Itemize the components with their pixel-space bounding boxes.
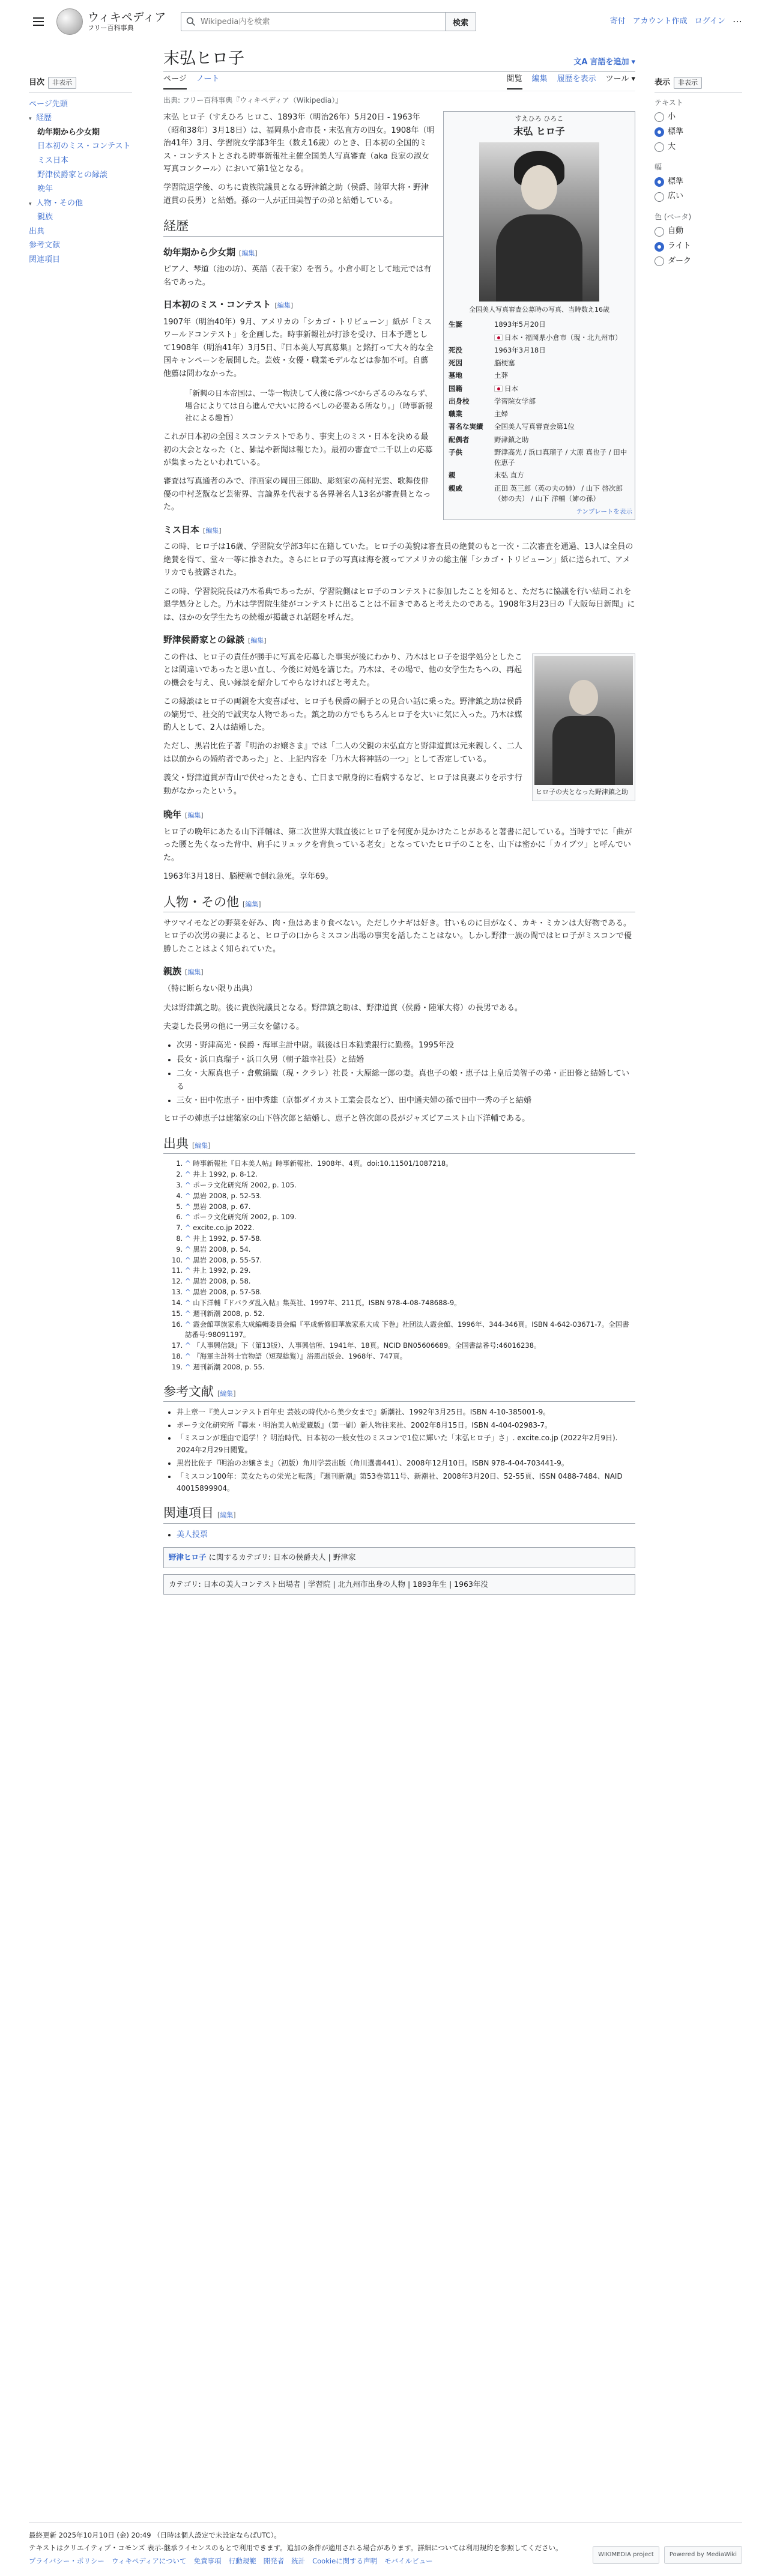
width-option[interactable]: [655, 176, 742, 189]
infobox-key: 死因: [449, 359, 462, 368]
backlink-caret[interactable]: ^: [185, 1170, 193, 1179]
backlink-caret[interactable]: ^: [185, 1244, 193, 1253]
color-option[interactable]: [655, 255, 742, 268]
intro-paragraph-2: 学習院退学後、のちに貴族院議員となる野津鎮之助（侯爵、陸軍大将・野津道貫の長男）と結婚。孫の一人が正田美智子の弟と結婚している。: [163, 183, 429, 205]
toc-item[interactable]: [29, 210, 132, 225]
toc-item[interactable]: [29, 139, 132, 154]
search-box[interactable]: [181, 12, 445, 31]
toc-item[interactable]: [29, 182, 132, 196]
reference-item: 5. ^ 黒岩 2008, p. 67.: [185, 1202, 635, 1213]
backlink-caret[interactable]: ^: [185, 1223, 193, 1232]
infobox-key: 親: [449, 471, 456, 480]
intro-paragraph-1: 末弘 ヒロ子（すえひろ ヒロこ、1893年（明治26年）5月20日 - 1963年（昭和38年）3月18日）は、福岡県小倉市長・末弘直方の四女。1908年（明治41年）3月、学習院女学部3年生（数え16歳）のとき、日本初の全国的ミス・コンテストとされる時事新報社主催全国美人写真審査（aka 良家の淑女写真コンクール）において第1位となる。: [163, 113, 435, 174]
radio-label: 小: [668, 112, 676, 121]
youth-paragraph: ピアノ、琴道（池の坊）、英語（表千家）を習う。小倉小町として地元では有名であった。: [163, 265, 432, 287]
backlink-caret[interactable]: ^: [185, 1180, 193, 1189]
toc-item-label[interactable]: ミス日本: [37, 156, 69, 165]
bibliography-item: • 井上章一『美人コンテスト百年史 芸妓の時代から美少女まで』新潮社、1992年3月25日。ISBN 4-10-385001-9。: [177, 1407, 635, 1419]
navbox: [163, 1547, 635, 1568]
logo-subtitle: フリー百科事典: [88, 23, 134, 32]
tab-page[interactable]: ページ: [163, 73, 187, 89]
infobox-value: 主婦: [494, 410, 508, 419]
contest-paragraph-1: 1907年（明治40年）9月、アメリカの「シカゴ・トリビューン」紙が「ミスワールドコンテスト」を企画した。時事新報社が打診を受け、日本予選として1908年（明治41年）3月5日、『日本美人写真募集』と銘打って大々的な全国キャンペーンを展開した。芸妓・女優・職業モデルなどは参加不可。自薦他薦は問わなかった。: [163, 318, 434, 378]
heading-related: 関連項目 [編集]: [163, 1505, 635, 1523]
heading-references: 出典 [編集]: [163, 1136, 635, 1154]
toc-item-label[interactable]: 幼年期から少女期: [37, 127, 100, 137]
infobox-value: 脳梗塞: [494, 359, 515, 368]
person-paragraph: サツマイモなどの野菜を好み、肉・魚はあまり食べない。ただしウナギは好き。甘いものに目がなく、カキ・ミカンは大好物である。ヒロ子の次男の妻によると、ヒロ子の口からミスコン出場の事実を話したことはない。しかし野津一族の間ではヒロ子がミスコンで優勝したことはよく知られていた。: [163, 919, 632, 954]
toc-item[interactable]: [29, 238, 132, 253]
edit-section-link[interactable]: 編集: [187, 811, 201, 820]
husband-photo[interactable]: [534, 656, 633, 785]
wikipedia-globe-icon: [56, 8, 83, 35]
footer-link[interactable]: プライバシー・ポリシー: [29, 2556, 104, 2565]
text-size-group: [655, 97, 742, 154]
reference-item: 7. ^ excite.co.jp 2022.: [185, 1223, 635, 1234]
infobox-key: 国籍: [449, 384, 462, 393]
edit-section-link[interactable]: 編集: [241, 249, 255, 257]
footer-link[interactable]: 統計: [291, 2556, 306, 2565]
infobox-row: [446, 383, 632, 395]
late-paragraph-1: ヒロ子の晩年にあたる山下洋輔は、第二次世界大戦直後にヒロ子を何度か見かけたことがあると著書に記している。当時すでに「曲がった腰と先くなった背中、肩手にリュックを背負っている老女」となっていたヒロ子のことを、山下は密かに「カイブツ」と呼んでいた。: [163, 827, 632, 862]
text-size-option[interactable]: [655, 141, 742, 154]
translate-icon: 文A: [573, 58, 588, 67]
page-footer: [29, 2523, 742, 2566]
toc-item[interactable]: [29, 225, 132, 239]
heading-career: 経歴: [163, 218, 635, 236]
radio-button[interactable]: [655, 242, 664, 252]
infobox-table: [446, 318, 632, 505]
backlink-caret[interactable]: ^: [185, 1255, 193, 1264]
reference-item: 14. ^ 山下洋輔『ドバラダ乱入帖』集英社、1997年、211頁。ISBN 978-4-08-748688-9。: [185, 1298, 635, 1309]
site-header: [0, 0, 771, 43]
tab-history[interactable]: 履歴を表示: [557, 74, 596, 84]
radio-button[interactable]: [655, 127, 664, 137]
footer-link[interactable]: Cookieに関する声明: [312, 2556, 378, 2565]
reference-item: 13. ^ 黒岩 2008, p. 57-58.: [185, 1287, 635, 1298]
related-list: [177, 1529, 635, 1541]
infobox-key: 職業: [449, 410, 462, 419]
radio-label: 自動: [668, 226, 684, 236]
color-option[interactable]: [655, 225, 742, 238]
edit-section-link[interactable]: 編集: [277, 302, 291, 310]
reference-item: 1. ^ 時事新報社『日本美人帖』時事新報社、1908年、4頁。doi:10.11501/1087218。: [185, 1159, 635, 1169]
backlink-caret[interactable]: ^: [185, 1288, 193, 1297]
infobox-value: 1963年3月18日: [494, 345, 546, 354]
color-option[interactable]: [655, 240, 742, 253]
infobox-key: 墓地: [449, 371, 462, 380]
footer-link[interactable]: モバイルビュー: [384, 2556, 433, 2565]
reference-item: 8. ^ 井上 1992, p. 57-58.: [185, 1234, 635, 1244]
backlink-caret[interactable]: ^: [185, 1234, 193, 1243]
infobox-key: 著名な実績: [449, 422, 483, 431]
heading-late-years: 晩年 [編集]: [163, 809, 204, 820]
family-list: [177, 1039, 635, 1107]
footer-link[interactable]: ウィキペディアについて: [111, 2556, 187, 2565]
text-size-label: テキスト: [655, 98, 683, 107]
toc-item[interactable]: [29, 154, 132, 168]
bibliography-item: • 黒岩比佐子『明治のお嬢さま』（初版）角川学芸出版（角川選書441）、2008年12月10日。ISBN 978-4-04-703441-9。: [177, 1458, 635, 1470]
infobox-row: [446, 434, 632, 446]
toc-item-label[interactable]: 野津侯爵家との縁談: [37, 170, 108, 180]
toc-item-label[interactable]: 人物・その他: [36, 198, 83, 208]
toc-item-label[interactable]: 参考文献: [29, 241, 61, 250]
heading-nozu: 野津侯爵家との縁談 [編集]: [163, 634, 267, 646]
reference-item: 12. ^ 黒岩 2008, p. 58.: [185, 1276, 635, 1287]
reference-item: 4. ^ 黒岩 2008, p. 52-53.: [185, 1191, 635, 1202]
infobox-value: 全国美人写真審査会第1位: [494, 422, 575, 431]
color-group: [655, 211, 742, 268]
japan-flag-icon: [494, 335, 503, 341]
source-line: 出典: フリー百科事典『ウィキペディア（Wikipedia）』: [163, 96, 343, 105]
appearance-panel: [655, 77, 742, 276]
infobox-row: [446, 332, 632, 344]
radio-label: 標準: [668, 127, 684, 136]
backlink-caret[interactable]: ^: [185, 1341, 193, 1350]
article-body: [163, 111, 635, 1595]
toc-item-label[interactable]: ページ先頭: [29, 99, 68, 109]
infobox-value: 野津高光 / 浜口真瑠子 / 大原 真也子 / 田中 佐恵子: [494, 447, 627, 467]
toc-item-label[interactable]: 親族: [37, 213, 53, 222]
search-icon: [186, 17, 196, 26]
radio-label: ダーク: [668, 256, 692, 265]
japan-flag-icon: [494, 386, 503, 392]
late-paragraph-2: 1963年3月18日、脳梗塞で倒れ急死。享年69。: [163, 872, 333, 882]
more-options-icon[interactable]: ⋯: [733, 16, 742, 28]
toc-item[interactable]: [29, 196, 132, 211]
add-languages-button[interactable]: 文A 言語を追加 ▾: [573, 56, 635, 69]
toc-item[interactable]: [29, 97, 132, 112]
infobox-value: 1893年5月20日: [494, 320, 546, 329]
infobox-key: 出身校: [449, 396, 470, 405]
backlink-caret[interactable]: ^: [185, 1202, 193, 1211]
appearance-title: 表示: [655, 78, 671, 87]
last-modified: 最終更新 2025年10月10日 (金) 20:49 （日時は個人設定で未設定ならばUTC）。: [29, 2531, 281, 2539]
donate-link[interactable]: 寄付: [609, 16, 626, 26]
nozu-paragraph-4: 義父・野津道貫が青山で伏せったときも、亡日まで献身的に看病するなど、ヒロ子は良妻ぶりを示す行動がなかったという。: [163, 774, 522, 796]
toc-toggle-icon[interactable]: ▾: [29, 201, 32, 207]
radio-button[interactable]: [655, 112, 664, 122]
bibliography-item: • ポーラ文化研究所『幕末・明治美人帖愛蔵版』（第一刷）新人物往来社、2002年8月15日。ISBN 4-404-02983-7。: [177, 1420, 635, 1432]
main-content: [163, 48, 635, 1595]
toc-item-label[interactable]: 日本初のミス・コンテスト: [37, 142, 131, 151]
miss-paragraph-1: この時、ヒロ子は16歳、学習院女学部3年に在籍していた。ヒロ子の美貌は審査員の絶賛のもと一次・二次審査を通過、13人は全員の絶賛を得て、堂々一等に推された。さらにヒロ子の写真は海を渡ってアメリカの総主催「シカゴ・トリビューン」紙に送られて、アメリカでも披露された。: [163, 542, 633, 578]
toc-list: [29, 97, 132, 267]
edit-section-link[interactable]: 編集: [205, 526, 219, 535]
edit-section-link[interactable]: 編集: [250, 637, 264, 645]
login-link[interactable]: ログイン: [694, 16, 725, 26]
radio-button[interactable]: [655, 177, 664, 187]
infobox-value: 日本・福岡県小倉市（現・北九州市）: [492, 332, 632, 344]
edit-section-link[interactable]: 編集: [245, 900, 259, 908]
toc-item-label[interactable]: 関連項目: [29, 255, 61, 264]
infobox-value: 野津鎮之助: [494, 435, 529, 444]
heading-contest: 日本初のミス・コンテスト [編集]: [163, 299, 293, 311]
tab-edit[interactable]: 編集: [531, 74, 548, 84]
infobox-value: 土葬: [494, 371, 508, 380]
infobox-value: 末弘 直方: [494, 471, 524, 480]
reference-item: 9. ^ 黒岩 2008, p. 54.: [185, 1244, 635, 1255]
infobox-value: 学習院女学部: [494, 396, 536, 405]
footer-link[interactable]: 行動規範: [228, 2556, 256, 2565]
portrait-photo[interactable]: [479, 142, 599, 302]
reference-item: 2. ^ 井上 1992, p. 8-12.: [185, 1169, 635, 1180]
width-group: [655, 162, 742, 203]
toc-hide-button[interactable]: 非表示: [48, 77, 76, 89]
reference-item: 6. ^ ポーラ文化研究所 2002, p. 109.: [185, 1212, 635, 1223]
infobox-value: 正田 英三郎（英の夫の姉） / 山下 啓次郎（姉の夫） / 山下 洋輔（姉の孫）: [494, 483, 623, 503]
infobox-key: 親戚: [449, 483, 462, 492]
family-item: • 次男・野津高光・侯爵・海軍主計中尉。戦後は日本勧業銀行に勤務。1995年没: [177, 1039, 635, 1052]
reference-item: 18. ^ 『海軍主計科士官物語（短現総覧）』浴恩出版会、1968年、747頁。: [185, 1351, 635, 1362]
infobox-key: [446, 332, 492, 344]
site-logo[interactable]: [56, 8, 174, 35]
logo-title: ウィキペディア: [88, 10, 166, 24]
heading-youth: 幼年期から少女期 [編集]: [163, 246, 258, 258]
infobox-row: [446, 357, 632, 369]
infobox-key: 配偶者: [449, 435, 470, 444]
appearance-hide-button[interactable]: 非表示: [674, 77, 702, 89]
toc-item-label[interactable]: 出典: [29, 226, 45, 236]
references-list: [174, 1159, 635, 1372]
radio-button[interactable]: [655, 142, 664, 152]
category-links[interactable]: カテゴリ: 日本の美人コンテスト出場者 | 学習院 | 北九州市出身の人物 | 1893年生 | 1963年没: [163, 1574, 635, 1595]
backlink-caret[interactable]: ^: [185, 1362, 193, 1371]
edit-section-link[interactable]: 編集: [195, 1142, 208, 1150]
contest-paragraph-2: これが日本初の全国ミスコンテストであり、事実上のミス・日本を決める最初の大会となった（と、雑誌や新聞は報じた）。最初の審査で二千以上の応募が集まったといわれている。: [163, 432, 433, 467]
family-paragraph-2: 夫妻した長男の他に一男三女を儲ける。: [163, 1022, 304, 1031]
nozu-paragraph-3: ただし、黒岩比佐子著『明治のお嬢さま』では「二人の父親の末弘直方と野津道貫は元来親しく、二人は以前からの婚約者であった」と、上記内容を「乃木大将神話の一つ」として否定している。: [163, 742, 522, 764]
template-link[interactable]: テンプレートを表示: [576, 508, 632, 516]
heading-miss-japan: ミス日本 [編集]: [163, 524, 222, 535]
toc-item-label[interactable]: 経歴: [36, 114, 52, 123]
infobox-row: [446, 420, 632, 433]
edit-section-link[interactable]: 編集: [187, 968, 201, 977]
infobox-row: [446, 344, 632, 357]
table-of-contents: [29, 77, 132, 267]
radio-button[interactable]: [655, 192, 664, 202]
text-size-option[interactable]: [655, 126, 742, 139]
infobox-key: 子供: [449, 447, 462, 456]
tab-read[interactable]: 閲覧: [507, 73, 522, 89]
family-item: • 二女・大原真也子・倉敷絹織（現・クラレ）社長・大原総一郎の妻。真也子の娘・恵子は上皇后美智子の弟・正田修と結婚している: [177, 1067, 635, 1093]
infobox-row: [446, 395, 632, 408]
backlink-caret[interactable]: ^: [185, 1298, 193, 1307]
create-account-link[interactable]: アカウント作成: [632, 16, 688, 26]
radio-label: 標準: [668, 177, 684, 186]
infobox-caption: 全国美人写真審査公募時の写真、当時数え16歳: [469, 305, 609, 314]
chevron-down-icon: ▾: [631, 58, 635, 67]
related-link[interactable]: 美人投票: [177, 1530, 208, 1539]
edit-section-link[interactable]: 編集: [220, 1511, 234, 1520]
search-input[interactable]: [199, 17, 440, 27]
nozu-paragraph-2: この縁談はヒロ子の両親を大変喜ばせ、ヒロ子も侯爵の嗣子との見合い話に乗った。野津鎮之助は侯爵の嫡男で、社交的で誠実な人物であった。鎮之助の方でもちろんヒロ子を大いに気に入った。乃木は媒酌人として、2人は結婚した。: [163, 697, 522, 733]
bibliography-list: [177, 1407, 635, 1495]
infobox-row: [446, 369, 632, 382]
infobox-row: [446, 482, 632, 506]
navbox-text: に関するカテゴリ: 日本の侯爵夫人 | 野津家: [208, 1553, 356, 1562]
radio-button[interactable]: [655, 256, 664, 266]
text-size-option[interactable]: [655, 111, 742, 124]
thumbnail-figure: [532, 653, 635, 801]
radio-label: 広い: [668, 192, 684, 201]
toc-item[interactable]: [29, 126, 132, 140]
user-links: [610, 14, 742, 29]
page-title: 末弘ヒロ子: [163, 49, 244, 68]
reference-item: 16. ^ 霞会館華族家系大成編輯委員会編『平成新修旧華族家系大成 下巻』社団法人霞会館、1996年、344-346頁。ISBN 4-642-03671-7。全国書誌番号:98091197。: [185, 1320, 635, 1341]
family-paragraph-3: ヒロ子の姉恵子は建築家の山下啓次郎と結婚し、恵子と啓次郎の長がジャズピアニスト山下洋輔である。: [163, 1114, 530, 1123]
infobox-row: [446, 318, 632, 331]
radio-label: ライト: [668, 241, 691, 251]
footer-link[interactable]: 免責事項: [193, 2556, 222, 2565]
bibliography-item: • 「ミスコン100年：美女たちの栄光と転落」『週刊新潮』第53巻第11号、新潮社、2008年3月20日、52-55頁、ISSN 0488-7484、NAID 40015899904。: [177, 1471, 635, 1495]
backlink-caret[interactable]: ^: [185, 1213, 193, 1222]
infobox-value: 日本: [492, 383, 632, 395]
mediawiki-badge[interactable]: Powered by MediaWiki: [664, 2546, 742, 2564]
infobox-row: [446, 408, 632, 420]
main-menu-icon[interactable]: [29, 12, 48, 31]
radio-button[interactable]: [655, 227, 664, 237]
miss-paragraph-2: この時、学習院院長は乃木希典であったが、学習院側はヒロ子のコンテストに参加したことを知ると、ただちに協議を行い結局これを退学処分とした。乃木は学習院生徒がコンテストに出ることは不届きであると考えたのである。1908年3月23日の『大阪毎日新聞』には、ほかの女学生たちの続報が掲載され話題を呼んだ。: [163, 587, 635, 622]
infobox-key: 生誕: [449, 320, 462, 329]
toc-item-label[interactable]: 晩年: [37, 184, 53, 194]
backlink-caret[interactable]: ^: [185, 1309, 193, 1318]
bibliography-item: • 「ミスコンが理由で退学！？明治時代、日本初の一般女性のミスコンで1位に輝いた「末弘ヒロ子」さ」. excite.co.jp (2022年2月9日). 2024年2月29日閲覧。: [177, 1432, 635, 1456]
infobox-key: 死没: [449, 345, 462, 354]
toc-item[interactable]: [29, 168, 132, 183]
backlink-caret[interactable]: ^: [185, 1159, 193, 1168]
heading-person: 人物・その他 [編集]: [163, 894, 635, 912]
toc-item[interactable]: [29, 253, 132, 267]
reference-item: 11. ^ 井上 1992, p. 29.: [185, 1265, 635, 1276]
toc-toggle-icon[interactable]: ▾: [29, 116, 32, 123]
contest-paragraph-3: 審査は写真通者のみで、洋画家の岡田三郎助、彫刻家の高村光雲、歌舞伎俳優の中村芝翫など芸術界、言論界を代表する各界著名人13名が審査員となった。: [163, 477, 431, 512]
family-item: • 長女・浜口真瑠子・浜口久男（朝子雄幸社長）と結婚: [177, 1053, 635, 1066]
navbox-title[interactable]: 野津ヒロ子: [169, 1553, 207, 1562]
tab-talk[interactable]: ノート: [196, 74, 220, 84]
search-form: [181, 12, 476, 31]
reference-item: 19. ^ 週刊新潮 2008, p. 55.: [185, 1362, 635, 1373]
backlink-caret[interactable]: ^: [185, 1277, 193, 1286]
backlink-caret[interactable]: ^: [185, 1320, 193, 1329]
wikimedia-badge[interactable]: WIKIMEDIA project: [593, 2546, 659, 2564]
reference-item: 3. ^ ポーラ文化研究所 2002, p. 105.: [185, 1180, 635, 1191]
thumbnail-caption: ヒロ子の夫となった野津鎮之助: [536, 787, 628, 796]
backlink-caret[interactable]: ^: [185, 1191, 193, 1200]
radio-label: 大: [668, 142, 676, 151]
heading-family: 親族 [編集]: [163, 966, 204, 977]
contest-quote: 「新興の日本帝国は、一等一物決して人後に落つべからざるのみならず、場合によりては自ら進んで大いに誇るべしの必要ある所なり。」（時事新報社による趣旨）: [185, 389, 433, 423]
infobox-ruby: すえひろ ひろこ: [515, 115, 564, 123]
family-paragraph-1: 夫は野津鎮之助。後に貴族院議員となる。野津鎮之助は、野津道貫（侯爵・陸軍大将）の長男である。: [163, 1003, 523, 1013]
width-label: 幅: [655, 163, 662, 172]
infobox-row: [446, 446, 632, 470]
toc-item[interactable]: [29, 111, 132, 126]
heading-bibliography: 参考文献 [編集]: [163, 1384, 635, 1402]
license-text: テキストはクリエイティブ・コモンズ 表示-継承ライセンスのもとで利用できます。追加の条件が適用される場合があります。詳細については利用規約を参照してください。: [29, 2544, 563, 2553]
edit-section-link[interactable]: 編集: [220, 1389, 234, 1398]
width-option[interactable]: [655, 190, 742, 203]
footer-link[interactable]: 開発者: [263, 2556, 285, 2565]
reference-item: 17. ^ 『人事興信録』下（第13版）、人事興信所、1941年、18頁。NCID BN05606689。全国書誌番号:46016238。: [185, 1341, 635, 1351]
nozu-paragraph-1: この件は、ヒロ子の責任が勝手に写真を応募した事実が後にわかり、乃木はヒロ子を退学処分としたことは間違いであったと思い直し、今後に対処を講じた。乃木は、その場で、他の女学生たちへの、再起の機会を与え、良い縁談を紹介してやらなければと考えた。: [163, 652, 523, 688]
toc-title: 目次: [29, 78, 45, 87]
search-button[interactable]: 検索: [445, 12, 476, 31]
backlink-caret[interactable]: ^: [185, 1266, 193, 1275]
infobox-row: [446, 469, 632, 482]
infobox-name: 末弘 ヒロ子: [513, 125, 565, 137]
reference-item: 10. ^ 黒岩 2008, p. 55-57.: [185, 1255, 635, 1266]
tab-tools[interactable]: ツール ▾: [605, 74, 635, 84]
family-note: （特に断らない限り出典）: [163, 984, 258, 994]
color-label: 色 (ベータ): [655, 213, 692, 222]
reference-item: 15. ^ 週刊新潮 2008, p. 52.: [185, 1309, 635, 1320]
family-item: • 三女・田中佐恵子・田中秀雄（京都ダイカスト工業会長など）、田中通夫婦の孫で田中一秀の子と結婚: [177, 1094, 635, 1107]
infobox: [443, 111, 635, 520]
backlink-caret[interactable]: ^: [185, 1351, 193, 1360]
